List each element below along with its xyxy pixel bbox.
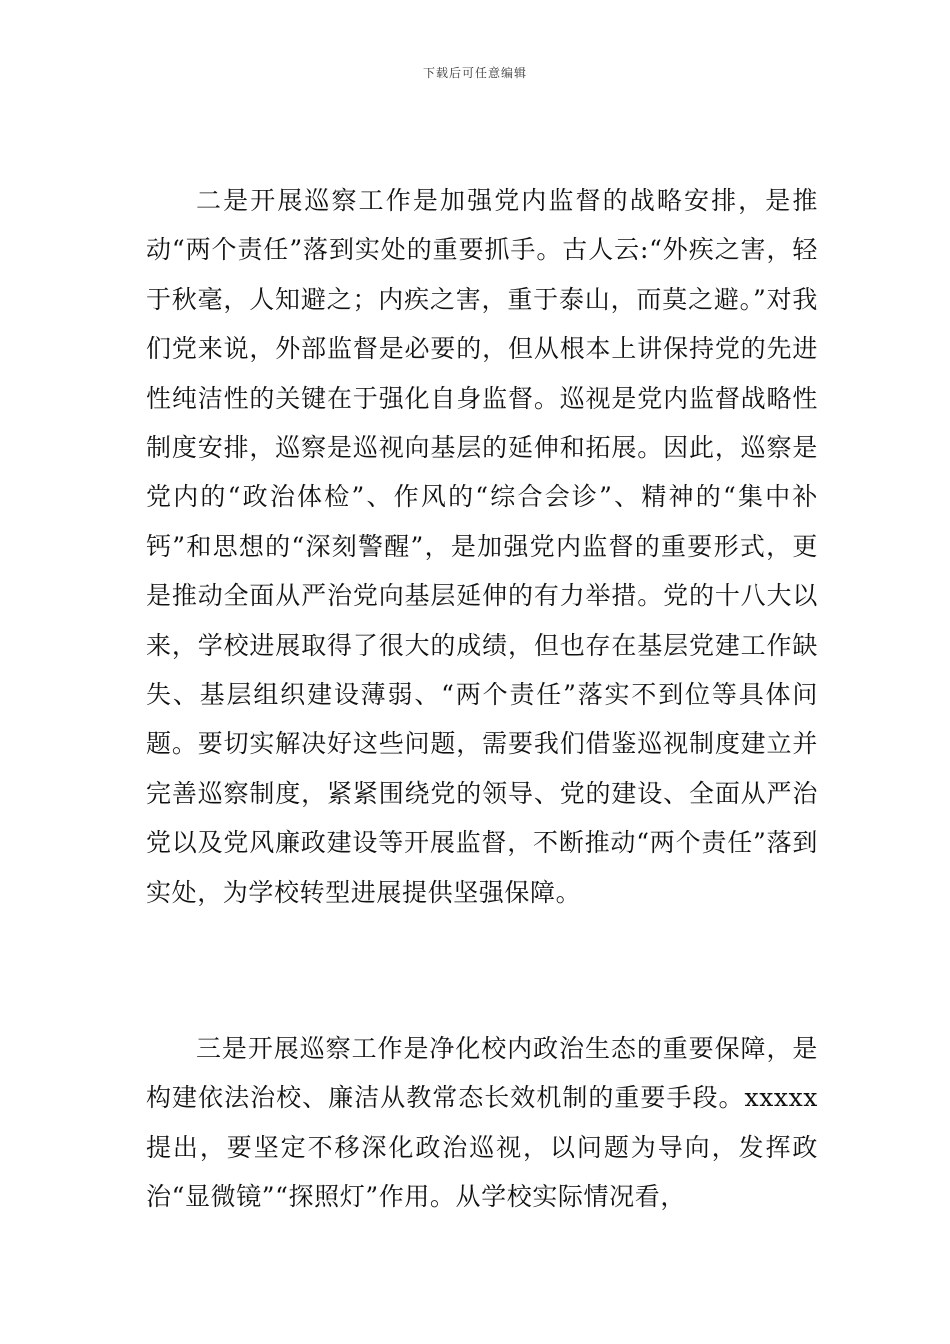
page-header: 下载后可任意编辑: [422, 66, 527, 80]
paragraph-2: 三是开展巡察工作是净化校内政治生态的重要保障，是构建依法治校、廉洁从教常态长效机制的重要手段。xxxxx提出，要坚定不移深化政治巡视，以问题为导向，发挥政治“显微镜”“探照灯”作用。从学校实际情况看，: [146, 1034, 818, 1212]
paragraph-1: 二是开展巡察工作是加强党内监督的战略安排，是推动“两个责任”落到实处的重要抓手。古人云:“外疾之害，轻于秋毫，人知避之；内疾之害，重于泰山，而莫之避。”对我们党来说，外部监督是必要的，但从根本上讲保持党的先进性纯洁性的关键在于强化自身监督。巡视是党内监督战略性制度安排，巡察是巡视向基层的延伸和拓展。因此，巡察是党内的“政治体检”、作风的“综合会诊”、精神的“集中补钙”和思想的“深刻警醒”，是加强党内监督的重要形式，更是推动全面从严治党向基层延伸的有力举措。党的十八大以来，学校进展取得了很大的成绩，但也存在基层党建工作缺失、基层组织建设薄弱、“两个责任”落实不到位等具体问题。要切实解决好这些问题，需要我们借鉴巡视制度建立并完善巡察制度，紧紧围绕党的领导、党的建设、全面从严治党以及党风廉政建设等开展监督，不断推动“两个责任”落到实处，为学校转型进展提供坚强保障。: [146, 186, 818, 907]
